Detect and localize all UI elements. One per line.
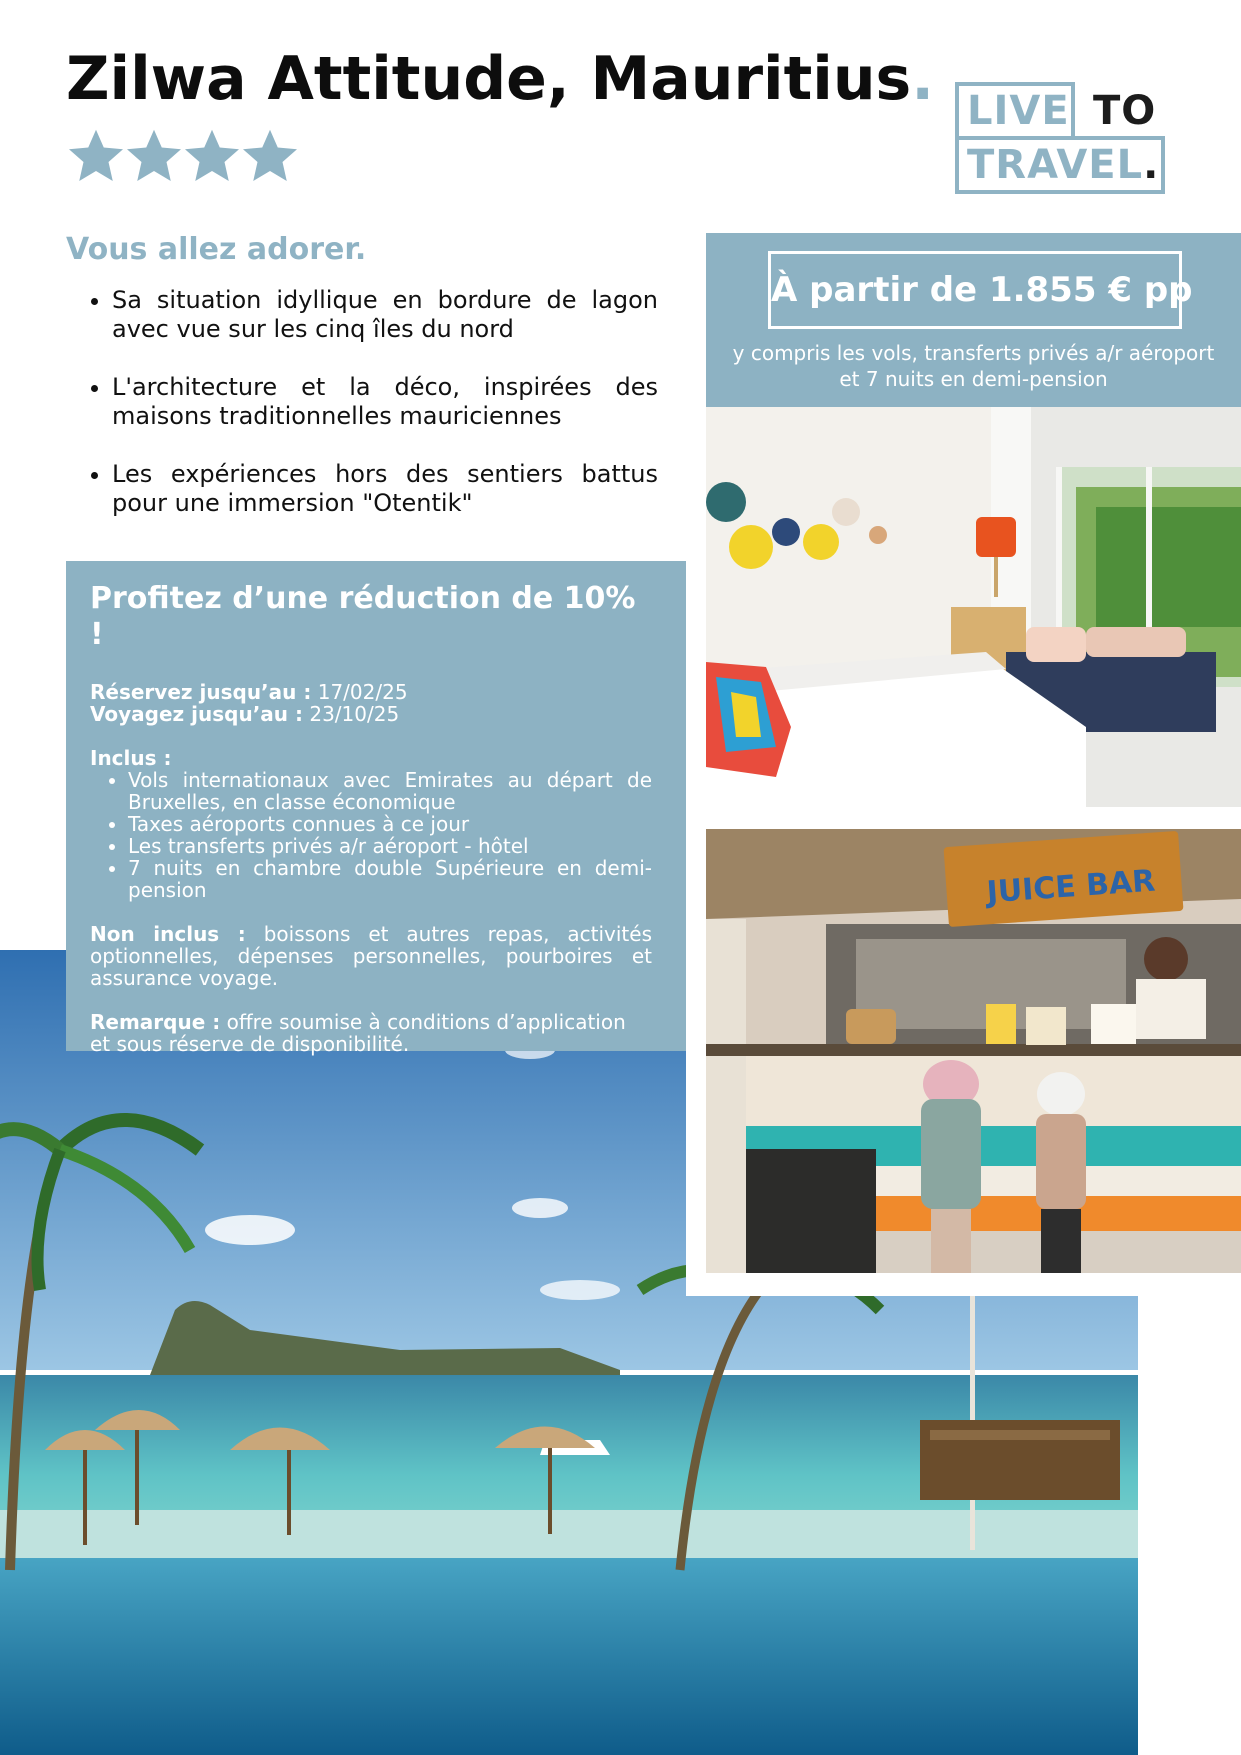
love-list xyxy=(66,286,658,547)
love-item: • Sa situation idyllique en bordure de lagon avec vue sur les cinq îles du nord xyxy=(112,286,658,344)
book-date: 17/02/25 xyxy=(317,680,408,704)
price-headline: À partir de 1.855 € pp xyxy=(768,251,1182,329)
love-item: • Les expériences hors des sentiers battus pour une immersion "Otentik" xyxy=(112,460,658,518)
remark xyxy=(90,1011,652,1055)
book-until xyxy=(90,681,652,703)
included-heading xyxy=(90,747,652,769)
star-icon xyxy=(182,126,242,186)
included-item: • 7 nuits en chambre double Supérieure en demi-pension xyxy=(128,857,652,901)
included-list xyxy=(90,769,652,901)
white-gap-right xyxy=(1138,1296,1241,1755)
logo-live: LIVE xyxy=(967,88,1070,134)
brand-logo xyxy=(955,82,1165,194)
not-included xyxy=(90,923,652,989)
star-icon xyxy=(66,126,126,186)
title-text: Zilwa Attitude, Mauritius xyxy=(66,44,912,114)
travel-label: Voyagez jusqu’au : xyxy=(90,702,303,726)
logo-travel xyxy=(967,142,1159,188)
offer-heading: Profitez d’une réduction de 10% ! xyxy=(90,581,636,652)
book-label: Réservez jusqu’au : xyxy=(90,680,312,704)
price-panel xyxy=(706,233,1241,407)
star-icon xyxy=(124,126,184,186)
travel-date: 23/10/25 xyxy=(309,702,400,726)
logo-travel-text: TRAVEL xyxy=(967,142,1144,188)
included-label: Inclus : xyxy=(90,746,172,770)
price-note: y compris les vols, transferts privés a/r aéroport et 7 nuits en demi-pension xyxy=(732,341,1215,391)
not-included-text: boissons et autres repas, activités optionnelles, dépenses personnelles, pourboires et assurance voyage. xyxy=(90,922,653,990)
remark-label: Remarque : xyxy=(90,1010,221,1034)
travel-until xyxy=(90,703,652,725)
love-heading: Vous allez adorer. xyxy=(66,232,367,267)
bar-sign-text: JUICE BAR xyxy=(985,863,1157,911)
star-icon xyxy=(240,126,300,186)
included-item: • Taxes aéroports connues à ce jour xyxy=(128,813,652,835)
room-photo xyxy=(706,407,1241,807)
included-item: • Les transferts privés a/r aéroport - hôtel xyxy=(128,835,652,857)
star-rating xyxy=(66,126,298,186)
logo-dot: . xyxy=(1143,142,1160,188)
juice-bar-photo xyxy=(706,829,1241,1273)
title-dot: . xyxy=(911,44,935,114)
logo-to: TO xyxy=(1093,88,1157,134)
offer-panel xyxy=(66,561,686,1056)
remark-text: offre soumise à conditions d’application et sous réserve de disponibilité. xyxy=(90,1010,626,1056)
love-item: • L'architecture et la déco, inspirées des maisons traditionnelles mauriciennes xyxy=(112,373,658,431)
included-item: • Vols internationaux avec Emirates au départ de Bruxelles, en classe économique xyxy=(128,769,652,813)
not-included-label: Non inclus : xyxy=(90,922,246,946)
page-title xyxy=(66,44,934,114)
